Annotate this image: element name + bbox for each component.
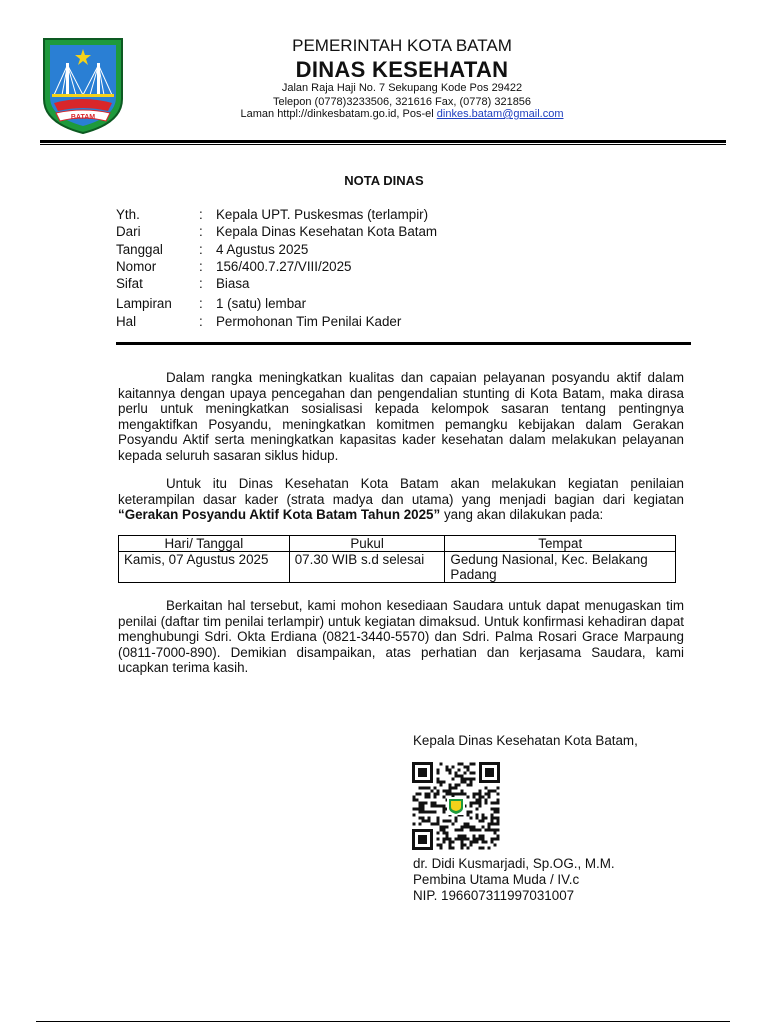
- meta-label: Dari: [116, 224, 141, 239]
- column-header: Pukul: [289, 536, 445, 552]
- meta-colon: :: [199, 242, 203, 257]
- web-email-line: [240, 108, 564, 120]
- meta-label: Nomor: [116, 259, 157, 274]
- meta-colon: :: [199, 314, 203, 329]
- meta-value: 1 (satu) lembar: [216, 296, 307, 311]
- body-paragraph-1: [118, 370, 684, 464]
- address-line: Jalan Raja Haji No. 7 Sekupang Kode Pos 29422: [281, 82, 523, 94]
- schedule-place: Gedung Nasional, Kec. Belakang Padang: [445, 552, 676, 583]
- schedule-date: Kamis, 07 Agustus 2025: [119, 552, 290, 583]
- meta-value: 4 Agustus 2025: [216, 242, 309, 257]
- signatory-rank: Pembina Utama Muda / IV.c: [413, 872, 580, 887]
- meta-label: Tanggal: [116, 242, 163, 257]
- meta-label: Sifat: [116, 276, 143, 291]
- batam-city-emblem-icon: [42, 37, 124, 135]
- meta-label: Yth.: [116, 207, 140, 222]
- meta-value: Biasa: [216, 276, 250, 291]
- letterhead-divider-thin: [40, 144, 726, 145]
- meta-colon: :: [199, 296, 203, 311]
- paragraph-text-end: yang akan dilakukan pada:: [440, 507, 604, 523]
- meta-value: 156/400.7.27/VIII/2025: [216, 259, 352, 274]
- meta-label: Lampiran: [116, 296, 172, 311]
- signatory-nip: NIP. 196607311997031007: [413, 888, 575, 903]
- paragraph-text: Berkaitan hal tersebut, kami mohon kesediaan Saudara untuk dapat menugaskan tim penilai (daftar tim penilai terlampir) untuk kegiatan dimaksud. Untuk konfirmasi kehadiran dapat menghubungi Sdri. Okta Erdiana (0821-3440-5570) dan Sdri. Palma Rosari Grace Marpaung (0811-7000-890). Demikian disampaikan, atas perhatian dan kerjasama Saudara, kami ucapkan terima kasih.: [118, 598, 684, 676]
- body-paragraph-2: [118, 476, 684, 523]
- web-text: Laman httpl://dinkesbatam.go.id, Pos-el: [240, 108, 437, 120]
- meta-colon: :: [199, 276, 203, 291]
- letterhead-divider-thick: [40, 140, 726, 143]
- meta-value: Kepala UPT. Puskesmas (terlampir): [216, 207, 429, 222]
- meta-value: Permohonan Tim Penilai Kader: [216, 314, 402, 329]
- column-header: Hari/ Tanggal: [119, 536, 290, 552]
- paragraph-text: Dalam rangka meningkatkan kualitas dan capaian pelayanan posyandu aktif dalam kaitannya dengan upaya pencegahan dan pengendalian stunting di Kota Batam, maka dirasa perlu untuk meningkatkan sosialisasi kepada kelompok sasaran tentang pentingnya mengaktifkan Posyandu, meningkatkan komitmen pemangku kebijakan dalam Gerakan Posyandu Aktif serta meningkatkan kapasitas kader kesehatan dalam melakukan pelayanan kepada seluruh sasaran siklus hidup.: [118, 370, 684, 463]
- svg-text:BATAM: BATAM: [70, 114, 96, 121]
- body-paragraph-3: [118, 598, 684, 676]
- meta-value: Kepala Dinas Kesehatan Kota Batam: [216, 224, 438, 239]
- paragraph-text-start: Untuk itu Dinas Kesehatan Kota Batam akan melakukan kegiatan penilaian keterampilan dasar kader (strata madya dan utama) yang menjadi bagian dari kegiatan: [118, 476, 684, 507]
- table-header-row: [119, 536, 676, 552]
- schedule-table: [118, 535, 676, 583]
- column-header: Tempat: [445, 536, 676, 552]
- meta-divider: [116, 342, 691, 345]
- org-name: PEMERINTAH KOTA BATAM: [292, 36, 512, 55]
- qr-code-icon: [412, 762, 500, 850]
- schedule-time: 07.30 WIB s.d selesai: [289, 552, 445, 583]
- signatory-title: Kepala Dinas Kesehatan Kota Batam,: [413, 733, 638, 748]
- footer-line: [36, 1021, 730, 1022]
- meta-colon: :: [199, 224, 203, 239]
- phone-line: Telepon (0778)3233506, 321616 Fax, (0778) 321856: [272, 96, 532, 108]
- event-name: “Gerakan Posyandu Aktif Kota Batam Tahun 2025”: [118, 507, 441, 523]
- document-title: NOTA DINAS: [344, 173, 424, 188]
- meta-colon: :: [199, 207, 203, 222]
- signatory-name: dr. Didi Kusmarjadi, Sp.OG., M.M.: [413, 856, 615, 871]
- department-name: DINAS KESEHATAN: [295, 57, 509, 82]
- email-link[interactable]: dinkes.batam@gmail.com: [436, 108, 564, 120]
- table-row: [119, 552, 676, 583]
- meta-label: Hal: [116, 314, 137, 329]
- meta-colon: :: [199, 259, 203, 274]
- paragraph-text: [118, 476, 684, 523]
